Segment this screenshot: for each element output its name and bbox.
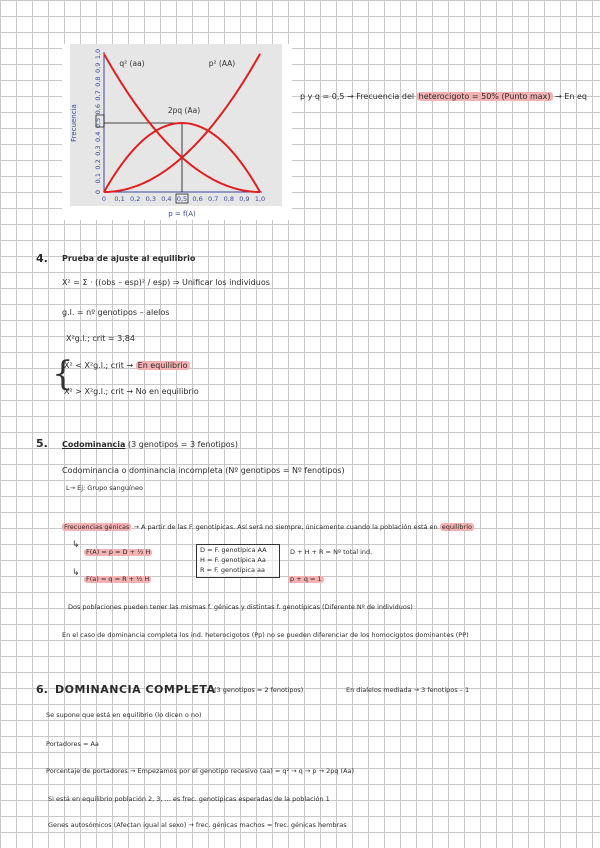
series-label: 2pq (Aa) <box>167 106 201 115</box>
y-tick-label: 1,0 <box>94 48 102 60</box>
series-point <box>181 157 182 158</box>
x-tick-label: 0,9 <box>239 195 250 203</box>
x-tick-label: 1,0 <box>254 195 266 203</box>
section5-number: 5. <box>36 437 48 450</box>
series-point <box>197 169 198 170</box>
section6-line4: Si está en equilibrio población 2, 3, ... es frec. genotípicas esperadas de la población 1 <box>48 795 330 803</box>
series-point <box>181 122 182 123</box>
section6-line3: Porcentaje de portadores → Empezamos por el genotipo recesivo (aa) = q² → q → p → 2pq (Aa) <box>46 767 355 775</box>
section5-line3: Dos poblaciones pueden tener las mismas f. génicas y distintas f. genotípicas (Diferente Nº de individuos) <box>68 603 413 611</box>
series-point <box>103 53 104 54</box>
section5-line1: Codominancia o dominancia incompleta (Nº genotipos = Nº fenotipos) <box>62 466 345 475</box>
series-point <box>166 125 167 126</box>
section4-case1-text: X² < X²g.l.; crit → <box>64 361 134 370</box>
arrow-down-icon: ↳ <box>72 540 80 550</box>
x-tick-label: 0,5 <box>176 195 188 203</box>
series-point <box>135 186 136 187</box>
section6-number: 6. <box>36 683 48 696</box>
section5-pq: p + q = 1 <box>290 575 322 583</box>
section5-freq <box>62 524 474 531</box>
x-tick-label: 0,7 <box>208 195 219 203</box>
x-tick-label: 0,6 <box>192 195 203 203</box>
series-point <box>119 80 120 81</box>
y-tick-label: 0,9 <box>94 62 102 73</box>
series-point <box>135 147 136 148</box>
series-point <box>135 103 136 104</box>
section4-case2: X² > X²g.l.; crit → No en equilibrio <box>64 387 199 396</box>
series-point <box>150 124 151 125</box>
y-tick-label: 0,6 <box>94 104 102 115</box>
arrow-down-icon-2: ↳ <box>72 568 80 578</box>
side-note-pre: p y q = 0,5 → Frecuencia del <box>300 92 415 101</box>
section4-number: 4. <box>36 252 48 265</box>
section6-line5: Genes autosómicos (Afectan igual al sexo) → frec. génicas machos = frec. génicas hembras <box>48 821 347 829</box>
series-point <box>228 186 229 187</box>
series-point <box>119 190 120 191</box>
series-point <box>166 169 167 170</box>
side-note-highlight: heterocigoto = 50% (Punto max) <box>418 92 551 101</box>
section4-brace: { <box>52 354 74 394</box>
series-point <box>228 147 229 148</box>
x-tick-label: 0,2 <box>130 195 141 203</box>
section5-line4: En el caso de dominancia completa los ind. heterocigotos (Pp) no se pueden diferenciar de los homocigotos dominantes (PP) <box>62 631 469 639</box>
box-line-H: H = F. genotípica Aa <box>200 556 266 564</box>
section4-crit: X²g.l.; crit = 3,84 <box>66 334 135 343</box>
section4-case1-highlight: En equilibrio <box>137 361 188 370</box>
section4-formula: X² = Σ · ((obs – esp)² / esp) ⇒ Unificar los individuos <box>62 278 270 287</box>
section6-subtitle: (3 genotipos = 2 fenotipos) <box>214 686 304 694</box>
series-point <box>213 124 214 125</box>
box-line-R: R = F. genotípica aa <box>200 566 266 574</box>
series-point <box>259 53 260 54</box>
section5-sum: D + H + R = Nº total ind. <box>290 548 373 556</box>
series-point <box>213 179 214 180</box>
y-tick-label: 0,8 <box>94 76 102 87</box>
hardy-weinberg-chart <box>62 44 292 220</box>
section6-title: DOMINANCIA COMPLETA <box>55 683 216 696</box>
x-tick-label: 0 <box>101 195 107 203</box>
side-note-post: → En eq <box>555 92 587 101</box>
y-tick-label: 0,5 <box>94 117 102 129</box>
series-point <box>197 142 198 143</box>
series-point <box>244 167 245 168</box>
section5-line2: L→ Ej: Grupo sanguíneo <box>66 484 143 492</box>
series-point <box>166 142 167 143</box>
series-point <box>150 179 151 180</box>
series-point <box>228 103 229 104</box>
y-tick-label: 0,1 <box>94 173 102 184</box>
box-line-D: D = F. genotípica AA <box>200 546 267 554</box>
section5-freq-text: → A partir de las F. genotípicas. Así será no siempre, únicamente cuando la población está en <box>133 523 438 531</box>
section5-subtitle: (3 genotipos = 3 fenotipos) <box>128 440 238 449</box>
section6-line2: Portadores = Aa <box>46 740 99 748</box>
section5-fA: F(A) = p = D + ½ H <box>86 548 151 556</box>
series-point <box>150 133 151 134</box>
y-tick-label: 0,3 <box>94 145 102 156</box>
y-tick-label: 0,7 <box>94 90 102 101</box>
x-tick-label: 0,3 <box>145 195 156 203</box>
genotype-definition-box <box>196 544 280 578</box>
section6-note: En dialelos mediada → 3 fenotipos – 1 <box>346 686 470 694</box>
section5-fa: F(a) = q = R + ½ H <box>86 575 150 583</box>
section4-title: Prueba de ajuste al equilibrio <box>62 254 196 263</box>
chart-svg <box>62 44 292 220</box>
y-axis-label: Frecuencia <box>70 104 78 142</box>
section5-freq-highlight2: equilibrio <box>441 523 473 531</box>
y-tick-label: 0,2 <box>94 159 102 170</box>
y-tick-label: 0 <box>94 189 102 195</box>
series-point <box>244 80 245 81</box>
side-note <box>300 93 587 101</box>
series-point <box>244 190 245 191</box>
series-point <box>119 167 120 168</box>
x-tick-label: 0,8 <box>223 195 234 203</box>
series-point <box>103 191 104 192</box>
x-tick-label: 0,4 <box>161 195 172 203</box>
series-point <box>197 125 198 126</box>
x-axis-label: p = f(A) <box>168 210 196 218</box>
series-label: p² (AA) <box>208 59 236 68</box>
series-point <box>213 133 214 134</box>
section6-line1: Se supone que está en equilibrio (lo dicen o no) <box>46 711 202 719</box>
section4-case1 <box>64 362 190 370</box>
series-point <box>259 191 260 192</box>
section5-title: Codominancia <box>62 440 126 449</box>
section4-gl: g.l. = nº genotipos – alelos <box>62 308 170 317</box>
series-label: q² (aa) <box>119 59 145 68</box>
x-tick-label: 0,1 <box>114 195 125 203</box>
y-tick-label: 0,4 <box>94 131 102 142</box>
section5-freq-highlight: Frecuencias génicas <box>64 523 130 531</box>
